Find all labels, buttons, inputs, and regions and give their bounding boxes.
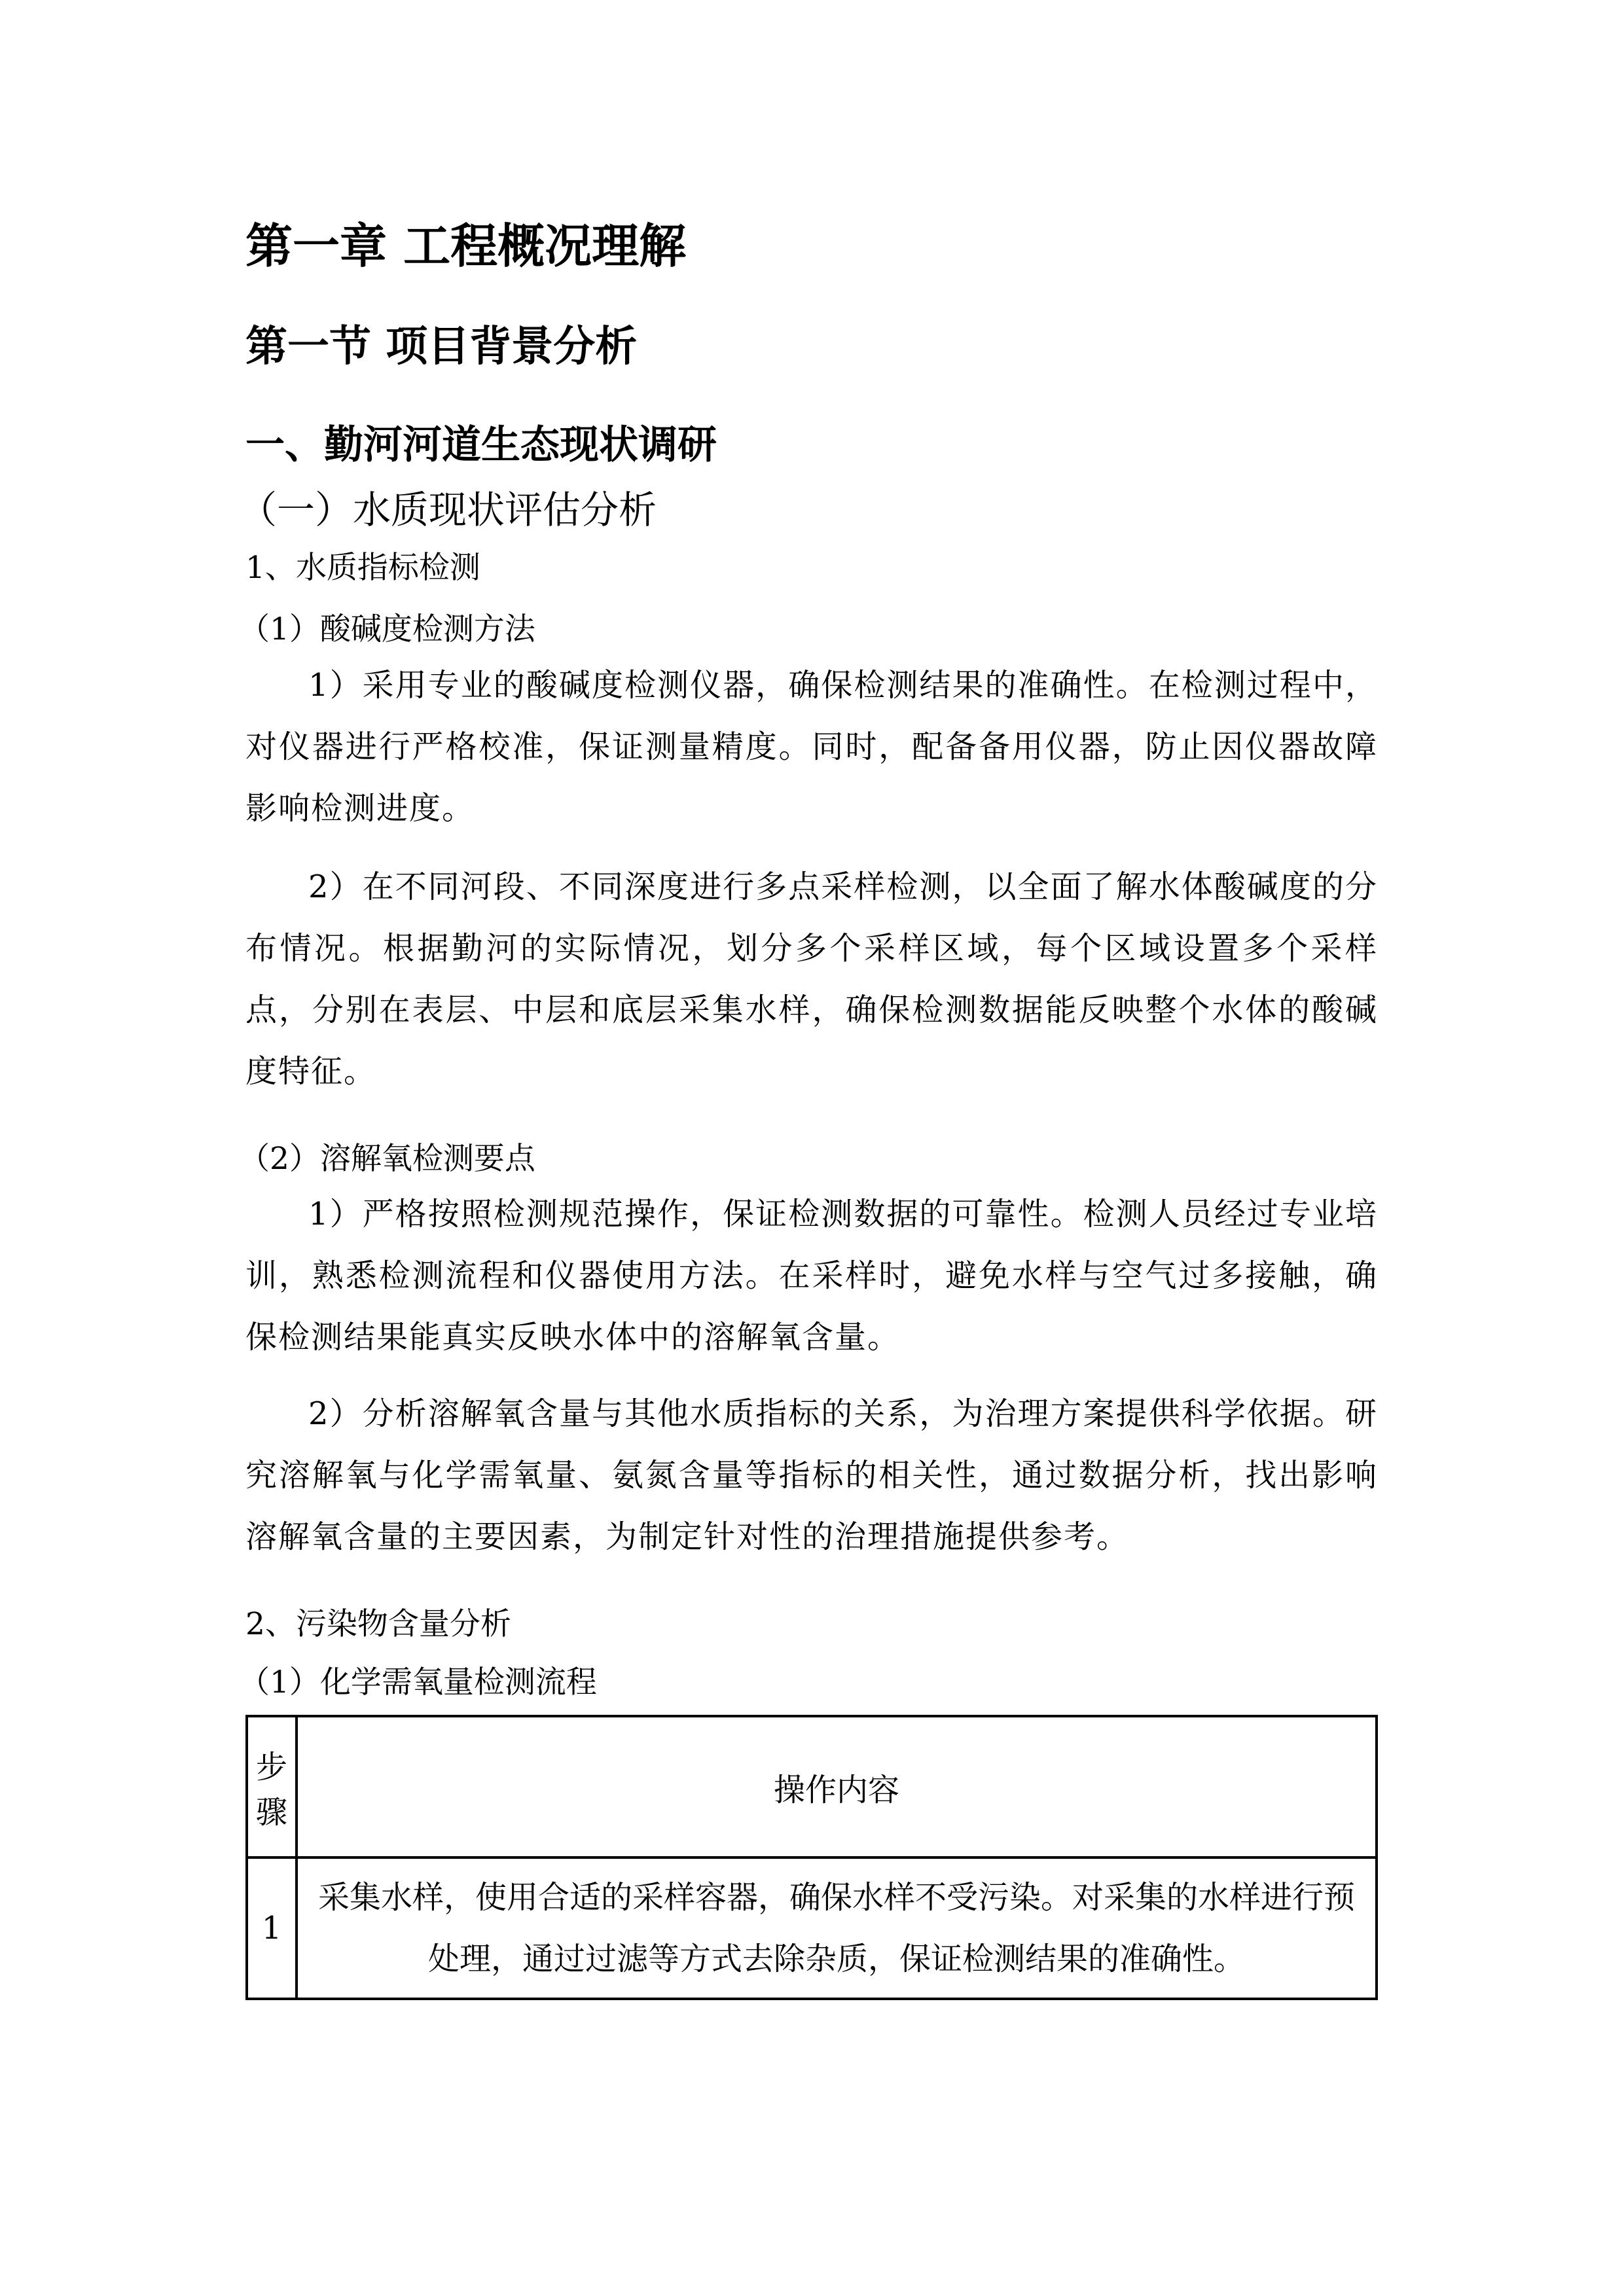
cod-procedure-table [245, 1715, 1378, 2000]
header-content: 操作内容 [297, 1716, 1377, 1857]
table-row [247, 1857, 1377, 1999]
paragraph: 1）严格按照检测规范操作，保证检测数据的可靠性。检测人员经过专业培训，熟悉检测流程和仪器使用方法。在采样时，避免水样与空气过多接触，确保检测结果能真实反映水体中的溶解氧含量。 [245, 1196, 1378, 1355]
paragraph: 1）采用专业的酸碱度检测仪器，确保检测结果的准确性。在检测过程中，对仪器进行严格校准，保证测量精度。同时，配备备用仪器，防止因仪器故障影响检测进度。 [245, 667, 1378, 827]
subsection-title: 一、勤河河道生态现状调研 [245, 422, 717, 468]
table-header-row [247, 1716, 1377, 1857]
item-heading: 2、污染物含量分析 [245, 1606, 511, 1642]
chapter-title: 第一章 工程概况理解 [245, 219, 687, 274]
item-heading: 1、水质指标检测 [245, 550, 480, 586]
cell-content: 采集水样，使用合适的采样容器，确保水样不受污染。对采集的水样进行预处理，通过过滤等方式去除杂质，保证检测结果的准确性。 [297, 1857, 1377, 1999]
subsubsection-title: （一）水质现状评估分析 [239, 488, 657, 532]
item-heading: （2）溶解氧检测要点 [239, 1141, 535, 1177]
item-heading: （1）化学需氧量检测流程 [239, 1664, 597, 1700]
header-step: 步骤 [247, 1716, 297, 1857]
cell-step: 1 [247, 1857, 297, 1999]
paragraph: 2）在不同河段、不同深度进行多点采样检测，以全面了解水体酸碱度的分布情况。根据勤河的实际情况，划分多个采样区域，每个区域设置多个采样点，分别在表层、中层和底层采集水样，确保检测数据能反映整个水体的酸碱度特征。 [245, 869, 1378, 1090]
paragraph: 2）分析溶解氧含量与其他水质指标的关系，为治理方案提供科学依据。研究溶解氧与化学需氧量、氨氮含量等指标的相关性，通过数据分析，找出影响溶解氧含量的主要因素，为制定针对性的治理措施提供参考。 [245, 1395, 1378, 1555]
item-heading: （1）酸碱度检测方法 [239, 611, 535, 647]
section-title: 第一节 项目背景分析 [245, 323, 638, 371]
